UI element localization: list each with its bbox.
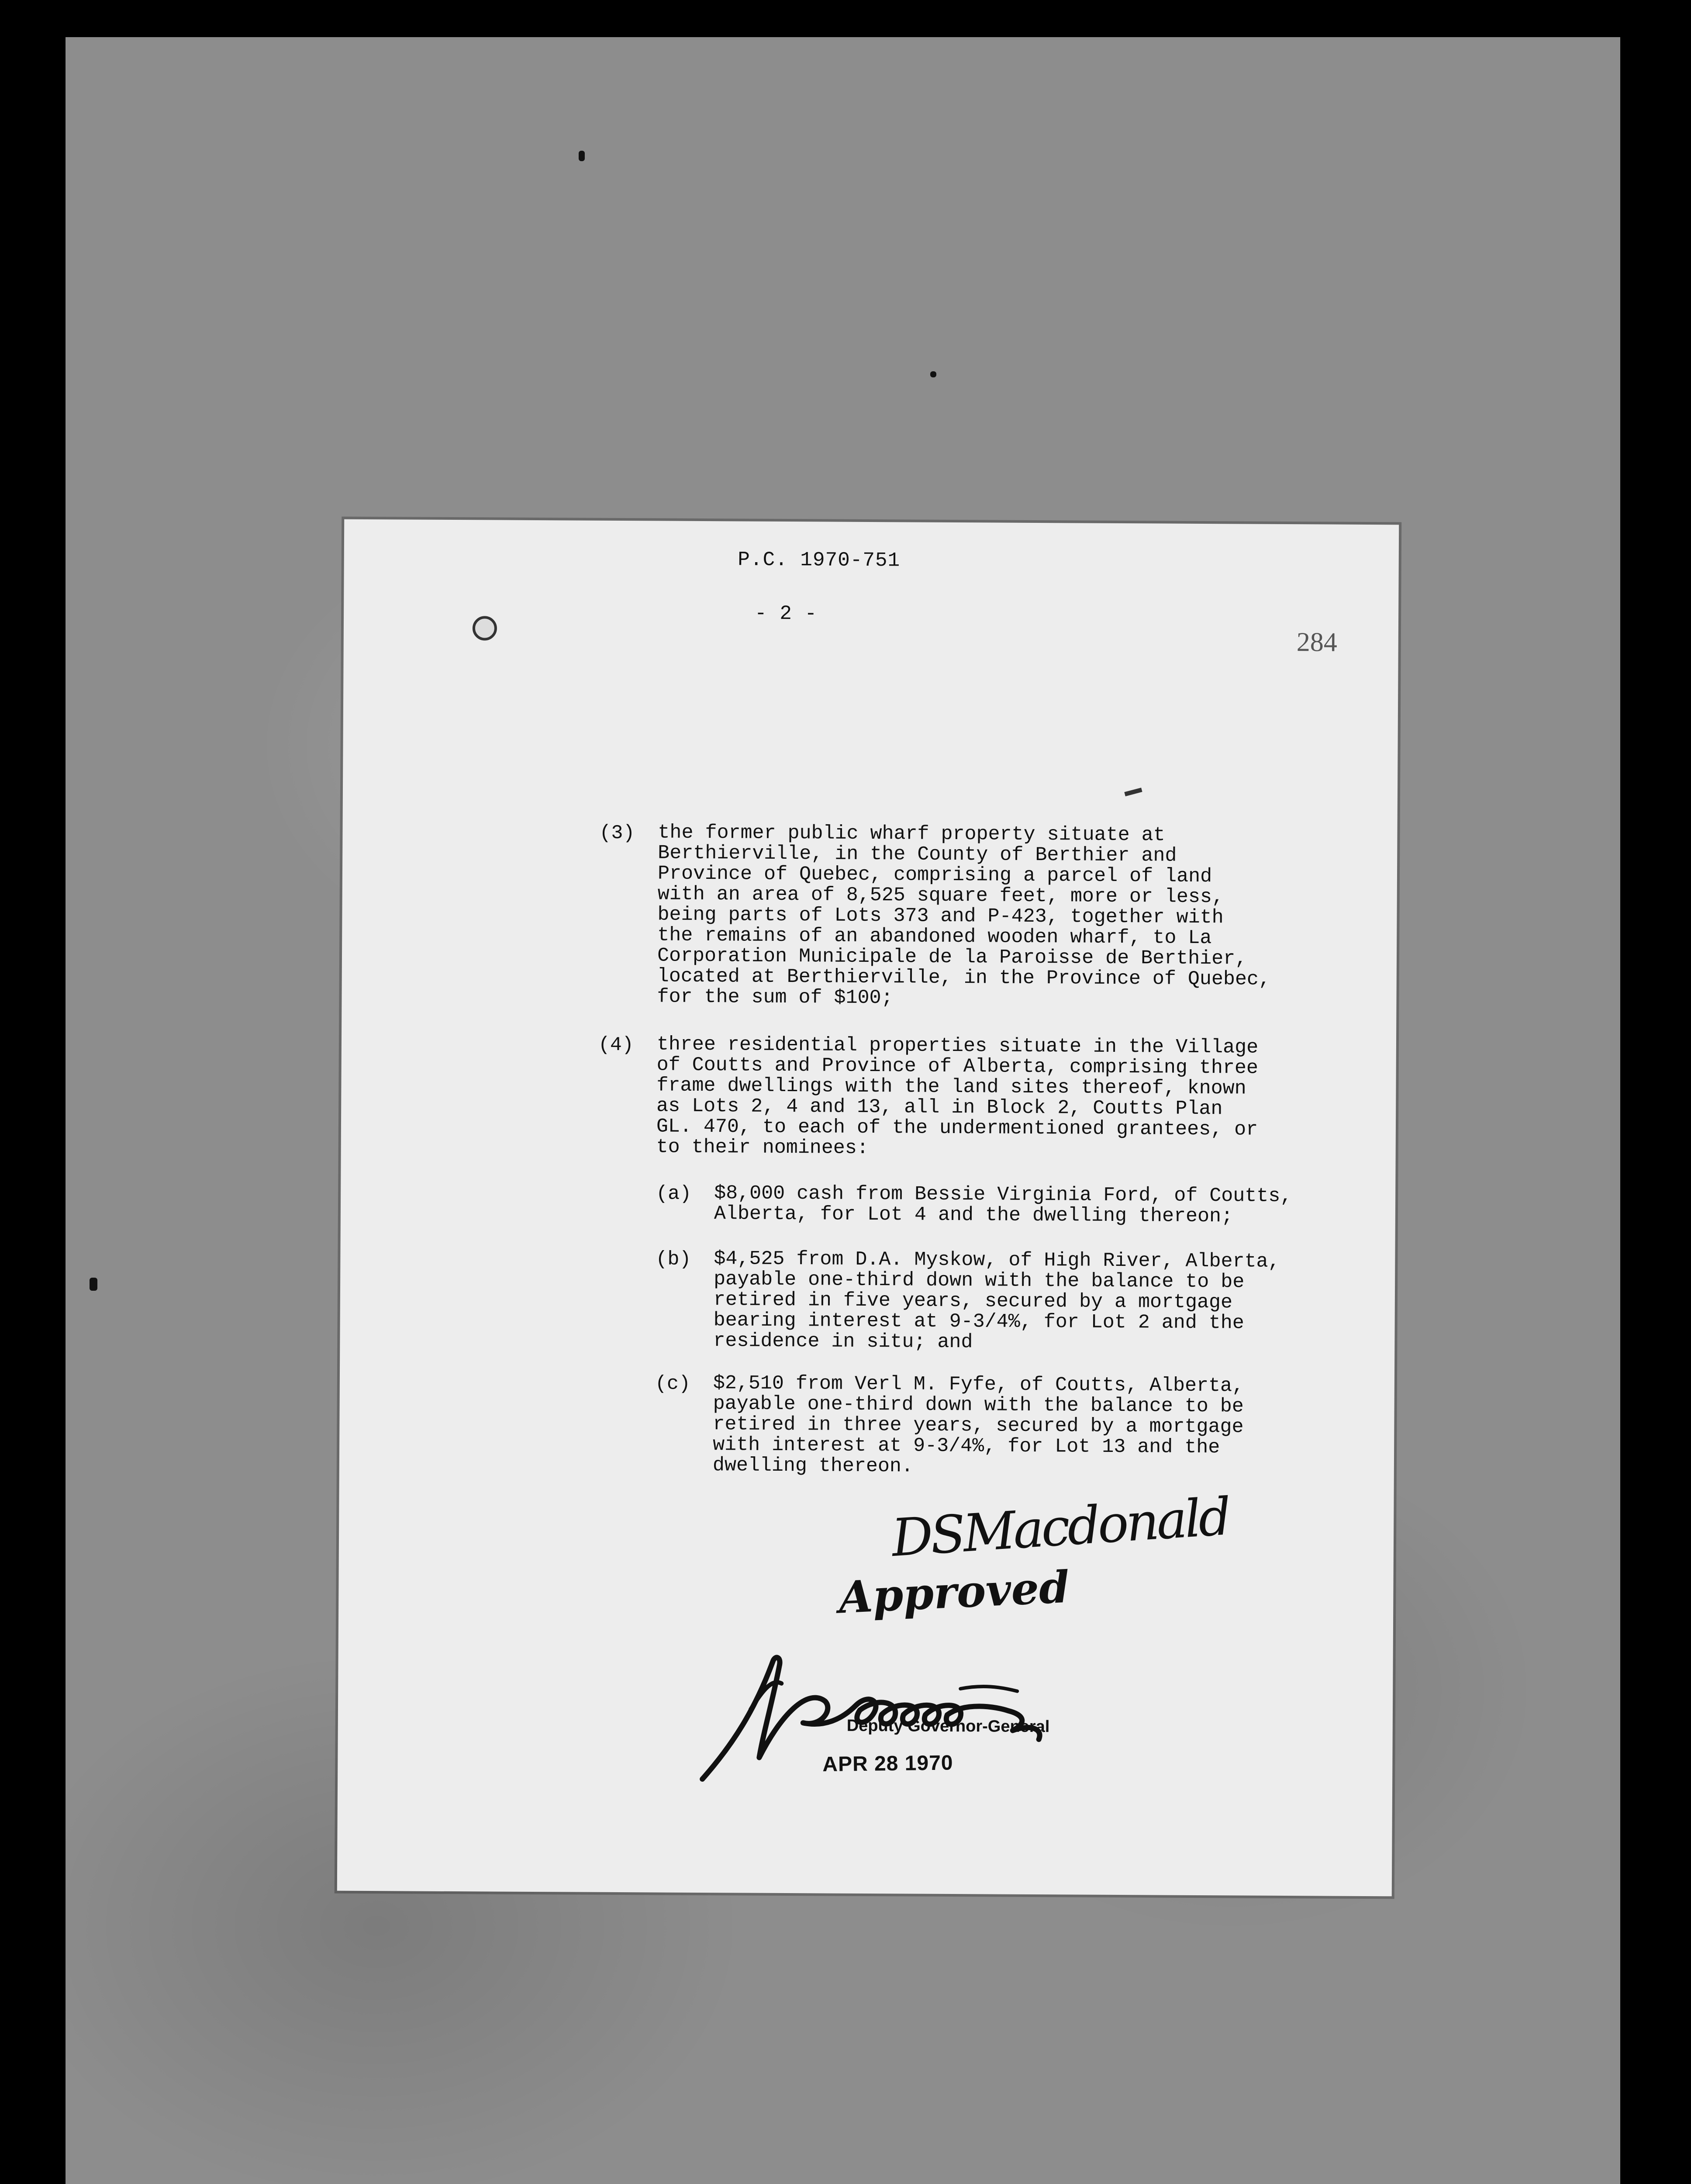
stray-mark [1124,788,1142,796]
order-number: P.C. 1970-751 [738,548,901,572]
subitem-text: $8,000 cash from Bessie Virginia Ford, of Coutts, Alberta, for Lot 4 and the dwelling thereon; [714,1182,1292,1228]
film-mark [930,371,936,377]
subitem-text: $2,510 from Verl M. Fyfe, of Coutts, Alberta, payable one-third down with the balance to be retired in three years, secured by a mortgage with interest at 9-3/4%, for Lot 13 and the dwelling thereon. [712,1372,1244,1478]
document-page [337,519,1399,1897]
item-enum: (4) [598,1033,634,1057]
subitem-enum: (c) [655,1372,691,1395]
item-enum: (3) [599,822,635,845]
folio-number: 284 [1296,627,1337,657]
subitem-text: $4,525 from D.A. Myskow, of High River, Alberta, payable one-third down with the balance to be retired in five years, secured by a mortgage bearing interest at 9-3/4%, for Lot 2 and the residence in situ; and [713,1248,1280,1354]
item-text: three residential properties situate in the Village of Coutts and Province of Alberta, comprising three frame dwellings with the land sites thereof, known as Lots 2, 4 and 13, all in Block 2, Coutts Plan GL. 470, to each of the undermentioned grantees, or to their nominees: [656,1033,1259,1160]
deputy-governor-general-label: Deputy Governor-General [846,1716,1050,1736]
film-mark [90,1278,97,1291]
page-number: - 2 - [754,602,818,625]
film-mark [579,151,585,161]
approved-annotation: Approved [837,1561,1071,1624]
item-text: the former public wharf property situate at Berthierville, in the County of Berthier and Province of Quebec, comprising a parcel of land with an area of 8,525 square feet, more or less, being parts of Lots 373 and P-423, together with the remains of an abandoned wooden wharf, to La Corporation Municipale de la Paroisse de Berthier, located at Berthierville, in the Province of Quebec, for the sum of $100; [657,821,1271,1009]
film-edge-strip [0,0,48,2184]
subitem-enum: (b) [656,1248,691,1271]
subitem-enum: (a) [656,1182,692,1205]
minister-signature: DSMacdonald [890,1486,1231,1569]
date-stamp: APR 28 1970 [822,1751,953,1776]
